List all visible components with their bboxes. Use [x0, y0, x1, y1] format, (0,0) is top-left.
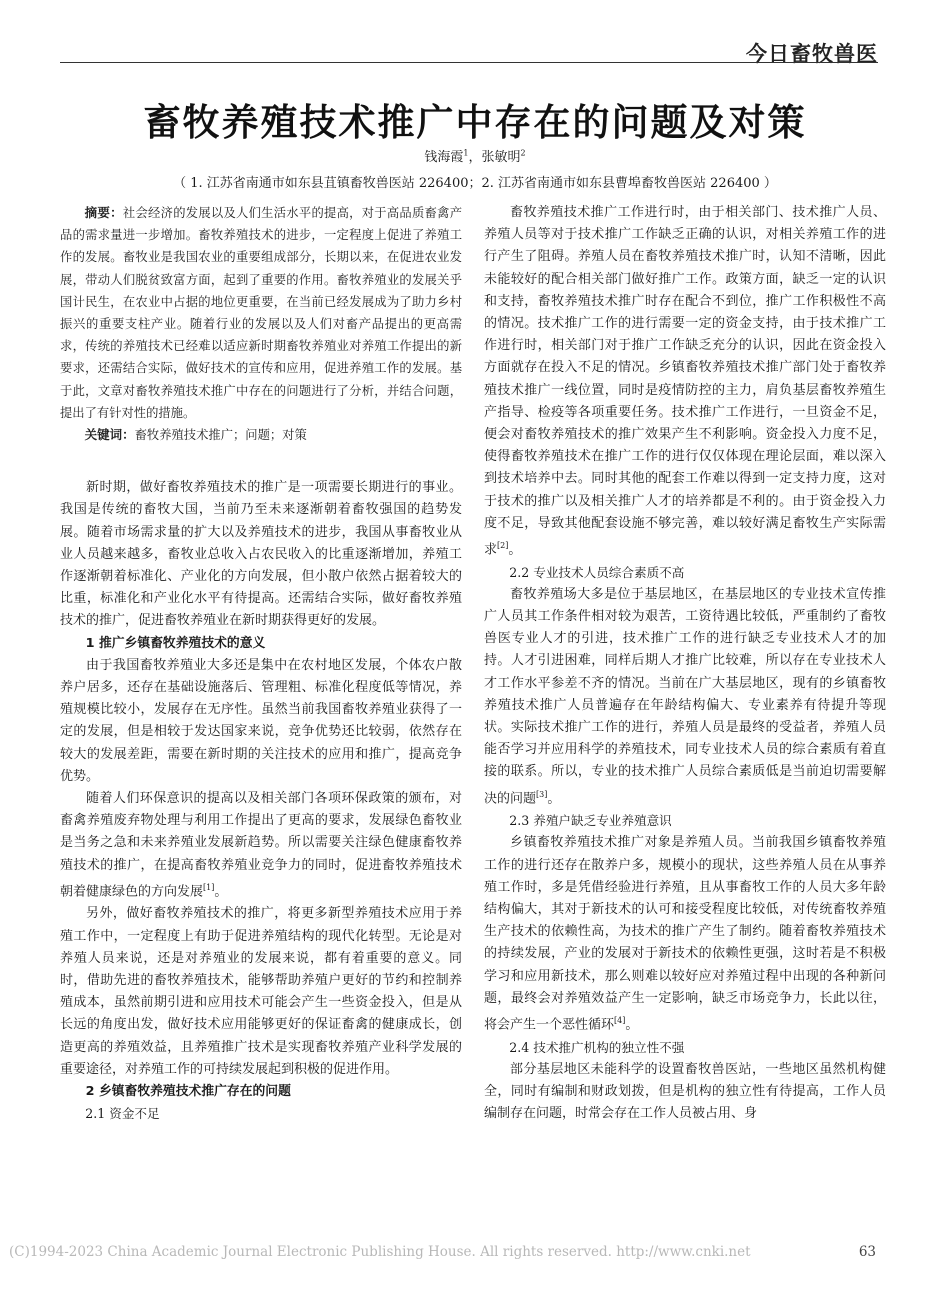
abstract-text: 社会经济的发展以及人们生活水平的提高，对于高品质畜禽产品的需求量进一步增加。畜牧养殖技术的进步，一定程度上促进了养殖工作的发展。畜牧业是我国农业的重要组成部分，长期以来，在促进农业发展，带动人们脱贫致富方面，起到了重要的作用。畜牧养殖业的发展关乎国计民生，在农业中占据的地位更重要，在当前已经发展成为了助力乡村振兴的重要支柱产业。随着行业的发展以及人们对畜产品提出的更高需求，传统的养殖技术已经难以适应新时期畜牧养殖业对养殖工作提出的新要求，还需结合实际，做好技术的宣传和应用，促进养殖工作的发展。基于此，文章对畜牧养殖技术推广中存在的问题进行了分析，并结合问题，提出了有针对性的措施。 — [60, 206, 462, 420]
author-1-sup: 1 — [463, 148, 469, 158]
paragraph-2-2 — [484, 584, 886, 810]
author-separator: ， — [468, 150, 482, 165]
affiliation: （ 1. 江苏省南通市如东县苴镇畜牧兽医站 226400；2. 江苏省南通市如东县曹埠畜牧兽医站 226400 ） — [173, 176, 777, 191]
spacer — [60, 446, 462, 477]
right-column — [484, 202, 886, 1125]
citation-1: [1] — [203, 882, 215, 892]
author-1: 钱海霞 — [424, 150, 464, 165]
header-rule — [60, 62, 878, 63]
paragraph-1: 由于我国畜牧养殖业大多还是集中在农村地区发展，个体农户散养户居多，还存在基础设施落后、管理粗、标准化程度低等情况，养殖规模比较小，发展存在无序性。虽然当前我国畜牧养殖业获得了一定的发展，但是相较于发达国家来说，竞争优势还比较弱，依然存在较大的发展差距，需要在新时期的关注技术的应用和推广，提高竞争优势。 — [60, 657, 462, 784]
subsection-heading-2-1: 2.1 资金不足 — [85, 1106, 160, 1122]
citation-4: [4] — [614, 1015, 626, 1025]
article-title: 畜牧养殖技术推广中存在的问题及对策 — [143, 100, 807, 144]
citation-2: [2] — [497, 541, 509, 551]
section-heading-1: 1 推广乡镇畜牧养殖技术的意义 — [85, 635, 266, 651]
paragraph-2-4: 部分基层地区未能科学的设置畜牧兽医站，一些地区虽然机构健全，同时有编制和财政划拨，但是机构的独立性有待提高，工作人员编制存在问题，时常会存在工作人员被占用、身 — [484, 1061, 886, 1122]
copyright-footer: (C)1994-2023 China Academic Journal Electronic Publishing House. All rights reserved. http://www.cnki.net — [9, 1244, 751, 1260]
author-2: 张敏明 — [481, 150, 521, 165]
citation-3: [3] — [536, 789, 548, 799]
paragraph-2-end: 。 — [214, 884, 228, 900]
paragraph-2-3 — [484, 832, 886, 1036]
paragraph-2-2-end: 。 — [547, 790, 561, 806]
paragraph-2-1 — [484, 202, 886, 562]
journal-name: 今日畜牧兽医 — [746, 42, 878, 66]
keywords-text: 畜牧养殖技术推广；问题；对策 — [134, 428, 307, 443]
paragraph-2-2-text: 畜牧养殖场大多是位于基层地区，在基层地区的专业技术宣传推广人员其工作条件相对较为艰苦，工资待遇比较低，严重制约了畜牧兽医专业人才的引进，技术推广工作的进行缺乏专业技术人才的加持。人才引进困难，同样后期人才推广比较难，所以存在专业技术人才工作水平参差不齐的情况。当前在广大基层地区，现有的乡镇畜牧养殖技术推广人员普遍存在年龄结构偏大、专业素养有待提升等现状。实际技术推广工作的进行，养殖人员是最终的受益者，养殖人员能否学习并应用科学的养殖技术，同专业技术人员的综合素质有着直接的联系。所以，专业的技术推广人员综合素质低是当前迫切需要解决的问题 — [484, 586, 886, 806]
section-heading-2: 2 乡镇畜牧养殖技术推广存在的问题 — [85, 1084, 291, 1100]
abstract — [60, 202, 462, 424]
abstract-label: 摘要： — [84, 205, 123, 220]
author-2-sup: 2 — [520, 148, 526, 158]
left-column — [60, 202, 462, 1125]
keywords-label: 关键词： — [84, 427, 135, 443]
paragraph-2 — [60, 788, 462, 903]
paragraph-2-1-text: 畜牧养殖技术推广工作进行时，由于相关部门、技术推广人员、养殖人员等对于技术推广工作缺乏正确的认识，对相关养殖工作的进行产生了阻碍。养殖人员在畜牧养殖技术推广时，认知不清晰，因此未能较好的配合相关部门做好推广工作。政策方面，缺乏一定的认识和支持，畜牧养殖技术推广时存在配合不到位，推广工作积极性不高的情况。技术推广工作的进行需要一定的资金支持，由于技术推广工作进行时，相关部门对于推广工作缺乏充分的认识，因此在资金投入方面就存在投入不足的情况。乡镇畜牧养殖技术推广部门处于畜牧养殖技术推广一线位置，同时是疫情防控的主力，肩负基层畜牧养殖生产指导、检疫等各项重要任务。技术推广工作进行，一旦资金不足，便会对畜牧养殖技术的推广效果产生不利影响。资金投入力度不足，使得畜牧养殖技术在推广工作的进行仅仅体现在理论层面，难以深入到技术培养中去。同时其他的配套工作难以得到一定支持力度，这对于技术的推广以及相关推广人才的培养都是不利的。由于资金投入力度不足，导致其他配套设施不够完善，难以较好满足畜牧生产实际需求 — [484, 205, 886, 558]
page-number: 63 — [858, 1244, 876, 1260]
subsection-heading-2-4: 2.4 技术推广机构的独立性不强 — [509, 1039, 685, 1055]
paragraph-2-3-end: 。 — [625, 1017, 639, 1033]
keywords — [60, 424, 462, 446]
paragraph-2-text: 随着人们环保意识的提高以及相关部门各项环保政策的颁布，对畜禽养殖废弃物处理与利用工作提出了更高的要求，发展绿色畜牧业是当务之急和未来养殖业发展新趋势。所以需要关注绿色健康畜牧养殖技术的推广，在提高畜牧养殖业竞争力的同时，促进畜牧养殖技术朝着健康绿色的方向发展 — [60, 791, 462, 900]
intro-paragraph: 新时期，做好畜牧养殖技术的推广是一项需要长期进行的事业。我国是传统的畜牧大国，当前乃至未来逐渐朝着畜牧强国的趋势发展。随着市场需求量的扩大以及养殖技术的进步，我国从事畜牧业从业人员越来越多，畜牧业总收入占农民收入的比重逐渐增加，养殖工作逐渐朝着标准化、产业化的方向发展，但小散户依然占据着较大的比重，标准化和产业化水平有待提高。还需结合实际，做好畜牧养殖技术的推广，促进畜牧养殖业在新时期获得更好的发展。 — [60, 480, 462, 629]
paragraph-3: 另外，做好畜牧养殖技术的推广，将更多新型养殖技术应用于养殖工作中，一定程度上有助于促进养殖结构的现代化转型。无论是对养殖人员来说，还是对养殖业的发展来说，都有着重要的意义。同时，借助先进的畜牧养殖技术，能够帮助养殖户更好的节约和控制养殖成本，虽然前期引进和应用技术可能会产生一些资金投入，但是从长远的角度出发，做好技术应用能够更好的保证畜禽的健康成长，创造更高的养殖效益，且养殖推广技术是实现畜牧养殖产业科学发展的重要途径，对养殖工作的可持续发展起到积极的促进作用。 — [60, 906, 462, 1077]
subsection-heading-2-3: 2.3 养殖户缺乏专业养殖意识 — [509, 813, 672, 829]
paragraph-2-3-text: 乡镇畜牧养殖技术推广对象是养殖人员。当前我国乡镇畜牧养殖工作的进行还存在散养户多，规模小的现状，这些养殖人员在从事养殖工作时，多是凭借经验进行养殖，且从事畜牧工作的人员大多年龄结构偏大，其对于新技术的认可和接受程度比较低，对传统畜牧养殖生产技术的依赖性高，为技术的推广产生了制约。随着畜牧养殖技术的持续发展，产业的发展对于新技术的依赖性更强，这时若是不积极学习和应用新技术，那么则难以较好应对养殖过程中出现的各种新问题，最终会对养殖效益产生一定影响，缺乏市场竞争力，长此以往，将会产生一个恶性循环 — [484, 835, 886, 1033]
subsection-heading-2-2: 2.2 专业技术人员综合素质不高 — [509, 564, 685, 580]
paragraph-2-1-end: 。 — [508, 542, 522, 558]
author-line — [0, 146, 950, 165]
